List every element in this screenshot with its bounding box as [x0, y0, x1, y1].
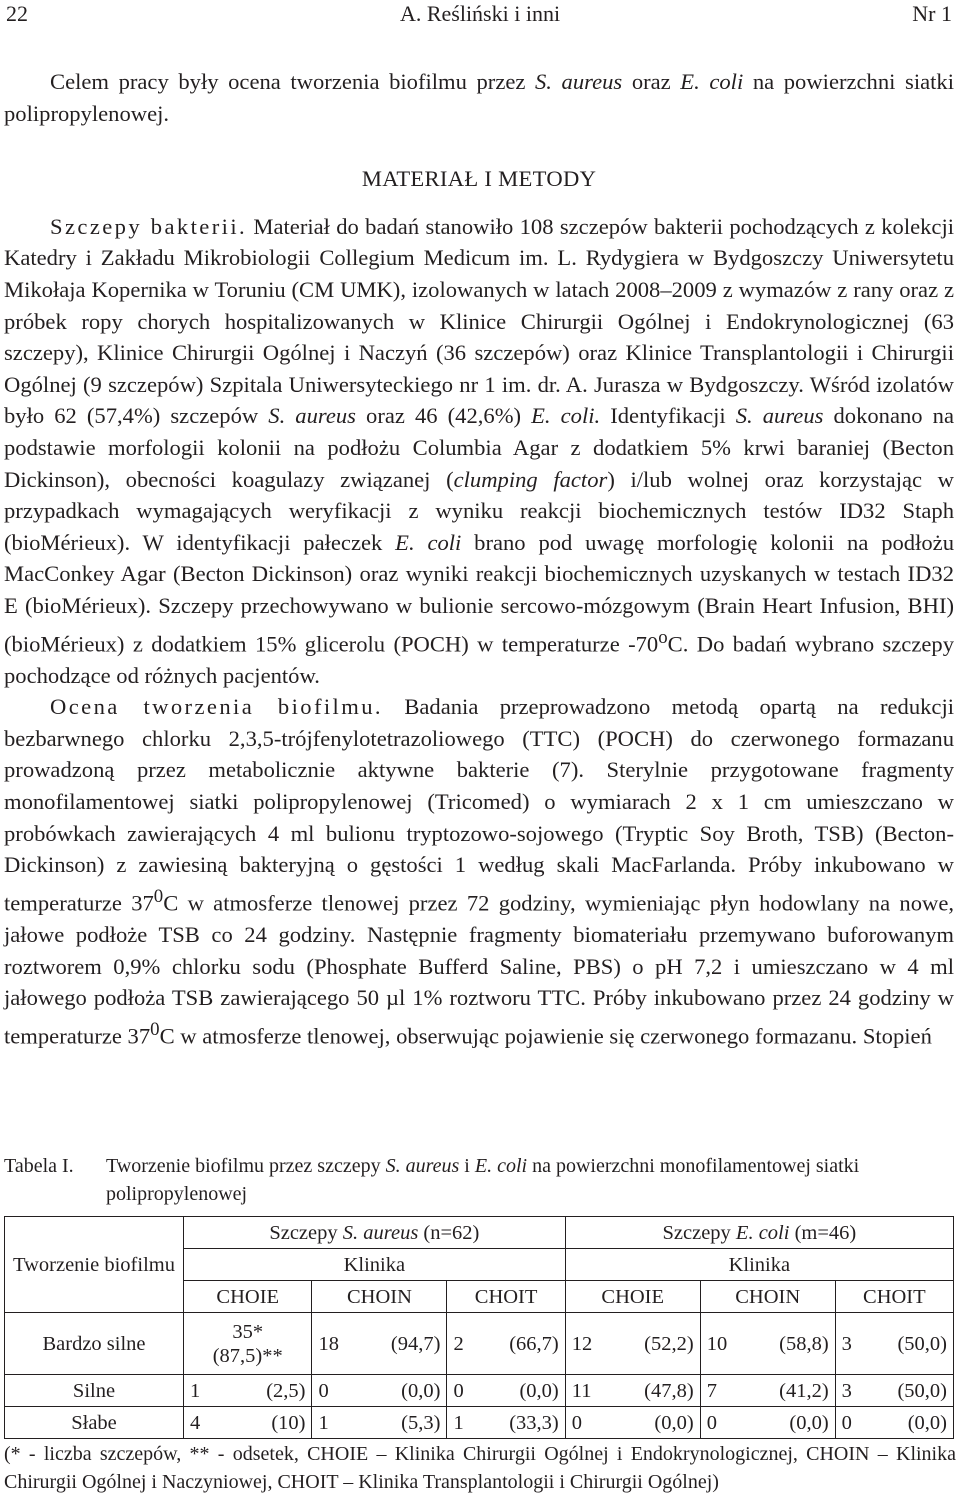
running-header: [0, 0, 960, 40]
table-cell: 0 (0,0): [565, 1407, 700, 1439]
table-cell: 1 (2,5): [184, 1375, 312, 1407]
table-cell: 12 (52,2): [565, 1313, 700, 1375]
biofilm-paragraph: Ocena tworzenia biofilmu. Badania przeprowadzono metodą opartą na redukcji bezbarwnego chlorku 2,3,5-trójfenylotetrazoliowego (TTC) (POCH) do czerwonego formazanu prowadzoną przez metabolicznie aktywne bakterie (7). Sterylnie przygotowane fragmenty monofilamentowej siatki polipropylenowej (Tricomed) o wymiarach 2 x 1 cm umieszczano w probówkach zawierających 4 ml bulionu tryptozowo-sojowego (Tryptic Soy Broth, TSB) (Becton-Dickinson) z zawiesiną bakteryjną o gęstości 1 według skali MacFarlanda. Próby inkubowano w temperaturze $37^0C$ w atmosferze tlenowej przez 72 godziny, wymieniając płyn hodowlany na nowe, jałowe podłoże TSB co 24 godziny. Następnie fragmenty biomateriału przemywano buforowanym roztworem 0,9% chlorku sodu (Phosphate Bufferd Saline, PBS) o pH 7,2 i umieszczano w 4 ml jałowego podłoża TSB zawierającego 50 µl 1% roztworu TTC. Próby inkubowano przez 24 godziny w temperaturze $37^0C$ w atmosferze tlenowej, obserwując pojawienie się czerwonego formazanu. Stopień: [4, 694, 954, 1049]
column-header: CHOIN: [700, 1281, 835, 1313]
running-authors: A. Reśliński i inni: [399, 1, 561, 26]
group-header-sa: Szczepy S. aureus (n=62): [184, 1217, 566, 1249]
column-header: CHOIT: [835, 1281, 953, 1313]
strains-lead: Szczepy bakterii.: [50, 213, 248, 239]
table-cell: 4 (10): [184, 1407, 312, 1439]
row-label: Bardzo silne: [5, 1313, 184, 1375]
table-cell: 11 (47,8): [565, 1375, 700, 1407]
row-header-label: Tworzenie biofilmu: [5, 1217, 184, 1313]
table-row: [5, 1375, 954, 1407]
row-label: Silne: [5, 1375, 184, 1407]
klinika-label: Klinika: [184, 1249, 566, 1281]
table-cell: 2 (66,7): [447, 1313, 565, 1375]
section-heading: MATERIAŁ I METODY: [361, 166, 597, 192]
table-cell: 3 (50,0): [835, 1313, 953, 1375]
row-label: Słabe: [5, 1407, 184, 1439]
group-header-ec: Szczepy E. coli (m=46): [565, 1217, 953, 1249]
table-row: [5, 1313, 954, 1375]
table-cell: 0 (0,0): [835, 1407, 953, 1439]
column-header: CHOIE: [184, 1281, 312, 1313]
page-number: 22: [6, 1, 28, 26]
table-header-row: [5, 1217, 954, 1249]
table-cell: 0 (0,0): [700, 1407, 835, 1439]
table-cell: 0 (0,0): [312, 1375, 447, 1407]
column-header: CHOIT: [447, 1281, 565, 1313]
results-table: [4, 1216, 954, 1439]
table-cell: 10 (58,8): [700, 1313, 835, 1375]
strains-paragraph: Szczepy bakterii. Materiał do badań stanowiło 108 szczepów bakterii pochodzących z kolekcji Katedry i Zakładu Mikrobiologii Collegium Medicum im. L. Rydygiera w Bydgoszczy Uniwersytetu Mikołaja Kopernika w Toruniu (CM UMK), izolowanych w latach 2008–2009 z wymazów z rany oraz z próbek ropy chorych hospitalizowanych w Klinice Chirurgii Ogólnej i Endokrynologicznej (63 szczepy), Klinice Chirurgii Ogólnej i Naczyń (36 szczepów) oraz Klinice Transplantologii i Chirurgii Ogólnej (9 szczepów) Szpitala Uniwersyteckiego nr 1 im. dr. A. Jurasza w Bydgoszczy. Wśród izolatów było 62 (57,4%) szczepów S. aureus oraz 46 (42,6%) E. coli. Identyfikacji S. aureus dokonano na podstawie morfologii kolonii na podłożu Columbia Agar z dodatkiem 5% krwi baraniej (Becton Dickinson), obecności koagulazy związanej (clumping factor) i/lub wolnej oraz korzystając w przypadkach wymagających weryfikacji z wyniku reakcji biochemicznych testów ID32 Staph (bioMérieux). W identyfikacji pałeczek E. coli brano pod uwagę morfologię kolonii na podłożu MacConkey Agar (Becton Dickinson) oraz wyniki reakcji biochemicznych uzyskanych w testach ID32 E (bioMérieux). Szczepy przechowywano w bulionie sercowo-mózgowym (Brain Heart Infusion, BHI) (bioMérieux) z dodatkiem 15% glicerolu (POCH) w temperaturze -70$^o$C. Do badań wybrano szczepy pochodzące od różnych pacjentów.: [4, 213, 955, 688]
table-cell: 1 (5,3): [312, 1407, 447, 1439]
table-cell: 35* (87,5)**: [184, 1313, 312, 1375]
table-cell: 7 (41,2): [700, 1375, 835, 1407]
intro-paragraph: Celem pracy były ocena tworzenia biofilmu przez S. aureus oraz E. coli na powierzchni siatki polipropylenowej.: [4, 69, 954, 126]
table-cell: 3 (50,0): [835, 1375, 953, 1407]
table-label: Tabela I.: [4, 1155, 74, 1177]
table-cell: 18 (94,7): [312, 1313, 447, 1375]
klinika-label: Klinika: [565, 1249, 953, 1281]
column-header: CHOIN: [312, 1281, 447, 1313]
table-cell: 1 (33,3): [447, 1407, 565, 1439]
table-row: [5, 1407, 954, 1439]
column-header: CHOIE: [565, 1281, 700, 1313]
biofilm-lead: Ocena tworzenia biofilmu.: [50, 694, 383, 720]
issue-number: Nr 1: [912, 1, 952, 26]
table-cell: 0 (0,0): [447, 1375, 565, 1407]
table-title: Tworzenie biofilmu przez szczepy S. aureus i E. coli na powierzchni monofilamentowej siatki polipropylenowej: [106, 1155, 860, 1205]
table-footnote: (* - liczba szczepów, ** - odsetek, CHOIE – Klinika Chirurgii Ogólnej i Endokrynologicznej, CHOIN – Klinika Chirurgii Ogólnej i Naczyniowej, CHOIT – Klinika Transplantologii i Chirurgii Ogólnej): [4, 1443, 956, 1493]
article-body: [4, 66, 954, 1052]
